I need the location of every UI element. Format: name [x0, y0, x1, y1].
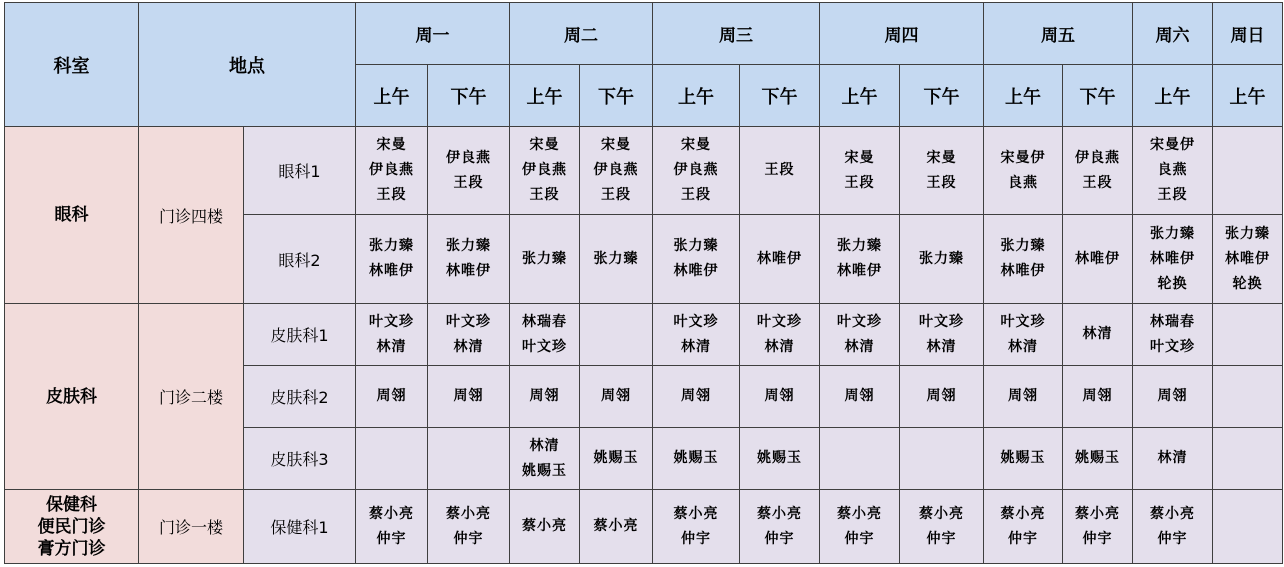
header-day: 周五 — [984, 3, 1133, 65]
schedule-cell — [428, 428, 510, 490]
schedule-cell — [1213, 127, 1283, 215]
schedule-cell: 姚赐玉 — [580, 428, 653, 490]
schedule-cell: 叶文珍 林清 — [984, 304, 1063, 366]
schedule-cell: 张力臻 — [510, 215, 580, 304]
schedule-cell — [1213, 490, 1283, 564]
sub-clinic: 皮肤科1 — [244, 304, 356, 366]
schedule-cell: 宋曼 王段 — [820, 127, 900, 215]
header-pm: 下午 — [580, 65, 653, 127]
sub-clinic: 眼科2 — [244, 215, 356, 304]
schedule-cell: 蔡小亮 仲宇 — [740, 490, 820, 564]
schedule-cell: 姚赐玉 — [740, 428, 820, 490]
schedule-cell: 姚赐玉 — [653, 428, 740, 490]
schedule-cell: 宋曼 伊良燕 王段 — [580, 127, 653, 215]
schedule-cell: 周翎 — [580, 366, 653, 428]
schedule-cell — [356, 428, 428, 490]
header-am: 上午 — [1133, 65, 1213, 127]
header-pm: 下午 — [428, 65, 510, 127]
schedule-cell: 张力臻 林唯伊 — [653, 215, 740, 304]
schedule-cell: 伊良燕 王段 — [1063, 127, 1133, 215]
schedule-cell: 张力臻 — [580, 215, 653, 304]
schedule-cell: 张力臻 林唯伊 轮换 — [1133, 215, 1213, 304]
schedule-cell — [1213, 304, 1283, 366]
schedule-cell: 宋曼伊 良燕 王段 — [1133, 127, 1213, 215]
schedule-cell: 姚赐玉 — [984, 428, 1063, 490]
schedule-cell: 林瑞春 叶文珍 — [510, 304, 580, 366]
schedule-cell: 叶文珍 林清 — [820, 304, 900, 366]
schedule-cell: 蔡小亮 仲宇 — [653, 490, 740, 564]
schedule-cell: 周翎 — [900, 366, 984, 428]
schedule-cell: 叶文珍 林清 — [653, 304, 740, 366]
header-day: 周一 — [356, 3, 510, 65]
schedule-cell — [580, 304, 653, 366]
schedule-cell: 周翎 — [510, 366, 580, 428]
schedule-cell: 周翎 — [740, 366, 820, 428]
schedule-cell: 周翎 — [356, 366, 428, 428]
schedule-cell: 张力臻 林唯伊 — [428, 215, 510, 304]
schedule-cell: 周翎 — [1063, 366, 1133, 428]
schedule-cell: 林唯伊 — [1063, 215, 1133, 304]
schedule-cell: 宋曼 伊良燕 王段 — [653, 127, 740, 215]
schedule-cell: 蔡小亮 仲宇 — [428, 490, 510, 564]
schedule-cell: 伊良燕 王段 — [428, 127, 510, 215]
dept-name: 皮肤科 — [5, 304, 139, 490]
schedule-cell: 张力臻 林唯伊 — [820, 215, 900, 304]
table-row — [5, 304, 1283, 366]
schedule-cell: 叶文珍 林清 — [356, 304, 428, 366]
schedule-table — [4, 2, 1283, 564]
header-pm: 下午 — [740, 65, 820, 127]
schedule-cell: 林瑞春 叶文珍 — [1133, 304, 1213, 366]
schedule-cell — [1213, 428, 1283, 490]
schedule-cell: 蔡小亮 仲宇 — [984, 490, 1063, 564]
schedule-cell: 周翎 — [820, 366, 900, 428]
schedule-cell: 周翎 — [984, 366, 1063, 428]
dept-location: 门诊一楼 — [139, 490, 244, 564]
schedule-cell: 周翎 — [428, 366, 510, 428]
header-dept: 科室 — [5, 3, 139, 127]
dept-location: 门诊二楼 — [139, 304, 244, 490]
header-pm: 下午 — [900, 65, 984, 127]
schedule-cell: 林清 姚赐玉 — [510, 428, 580, 490]
schedule-cell: 周翎 — [1133, 366, 1213, 428]
schedule-cell: 林清 — [1063, 304, 1133, 366]
schedule-cell: 宋曼 王段 — [900, 127, 984, 215]
schedule-cell: 宋曼 伊良燕 王段 — [510, 127, 580, 215]
schedule-cell — [820, 428, 900, 490]
header-am: 上午 — [820, 65, 900, 127]
schedule-cell: 蔡小亮 仲宇 — [820, 490, 900, 564]
header-am: 上午 — [653, 65, 740, 127]
sub-clinic: 眼科1 — [244, 127, 356, 215]
header-am: 上午 — [984, 65, 1063, 127]
sub-clinic: 皮肤科2 — [244, 366, 356, 428]
header-pm: 下午 — [1063, 65, 1133, 127]
schedule-cell: 蔡小亮 仲宇 — [356, 490, 428, 564]
header-day: 周二 — [510, 3, 653, 65]
schedule-cell: 周翎 — [653, 366, 740, 428]
schedule-cell: 蔡小亮 — [510, 490, 580, 564]
schedule-cell: 叶文珍 林清 — [428, 304, 510, 366]
schedule-cell: 叶文珍 林清 — [900, 304, 984, 366]
schedule-cell: 张力臻 林唯伊 — [356, 215, 428, 304]
schedule-cell: 蔡小亮 仲宇 — [1133, 490, 1213, 564]
schedule-cell: 王段 — [740, 127, 820, 215]
table-row — [5, 490, 1283, 564]
schedule-cell: 宋曼 伊良燕 王段 — [356, 127, 428, 215]
schedule-cell: 蔡小亮 仲宇 — [1063, 490, 1133, 564]
header-location: 地点 — [139, 3, 356, 127]
schedule-cell: 林清 — [1133, 428, 1213, 490]
table-row — [5, 127, 1283, 215]
schedule-cell: 姚赐玉 — [1063, 428, 1133, 490]
dept-name: 眼科 — [5, 127, 139, 304]
dept-name: 保健科 便民门诊 膏方门诊 — [5, 490, 139, 564]
header-day: 周三 — [653, 3, 820, 65]
dept-location: 门诊四楼 — [139, 127, 244, 304]
schedule-cell: 蔡小亮 仲宇 — [900, 490, 984, 564]
header-day: 周四 — [820, 3, 984, 65]
schedule-cell: 宋曼伊 良燕 — [984, 127, 1063, 215]
schedule-cell: 叶文珍 林清 — [740, 304, 820, 366]
header-day: 周六 — [1133, 3, 1213, 65]
schedule-cell: 张力臻 — [900, 215, 984, 304]
schedule-cell: 张力臻 林唯伊 — [984, 215, 1063, 304]
schedule-cell: 林唯伊 — [740, 215, 820, 304]
header-am: 上午 — [1213, 65, 1283, 127]
schedule-cell: 张力臻 林唯伊 轮换 — [1213, 215, 1283, 304]
schedule-cell — [900, 428, 984, 490]
schedule-cell: 蔡小亮 — [580, 490, 653, 564]
header-am: 上午 — [356, 65, 428, 127]
sub-clinic: 皮肤科3 — [244, 428, 356, 490]
header-am: 上午 — [510, 65, 580, 127]
header-day: 周日 — [1213, 3, 1283, 65]
schedule-cell — [1213, 366, 1283, 428]
sub-clinic: 保健科1 — [244, 490, 356, 564]
